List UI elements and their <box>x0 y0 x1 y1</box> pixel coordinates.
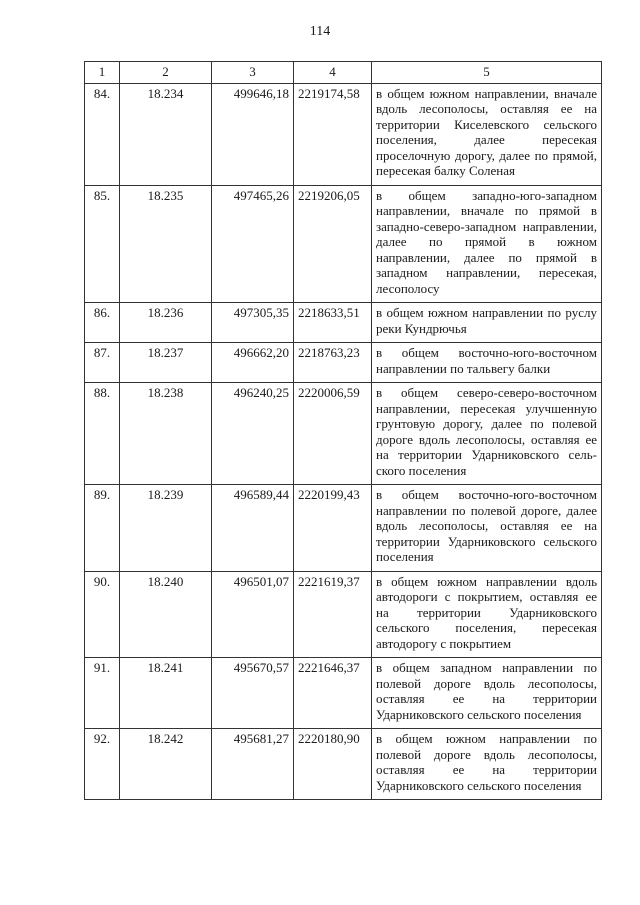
coordinate-y: 2220199,43 <box>294 485 372 572</box>
boundary-description: в общем южном направлении, вначале вдоль лесополосы, оставляя ее на территории Киселевского сельского поселения, далее пересекая проселочную дорогу, далее по прямой, пересекая балку Соленая <box>372 83 602 185</box>
coordinate-x: 499646,18 <box>212 83 294 185</box>
coordinate-y: 2218763,23 <box>294 343 372 383</box>
row-number: 87. <box>85 343 120 383</box>
boundary-description: в общем северо-северо-восточном направлении, пересекая улучшенную грунтовую дорогу, далее по полевой дороге вдоль лесополосы, оставляя ее на территории Ударниковского сельского поселения <box>372 383 602 485</box>
row-number: 92. <box>85 729 120 800</box>
point-id: 18.242 <box>120 729 212 800</box>
column-header-point: 2 <box>120 62 212 84</box>
row-number: 84. <box>85 83 120 185</box>
coordinate-x: 496240,25 <box>212 383 294 485</box>
coordinate-y: 2218633,51 <box>294 303 372 343</box>
point-id: 18.237 <box>120 343 212 383</box>
row-number: 91. <box>85 658 120 729</box>
coordinate-x: 496589,44 <box>212 485 294 572</box>
boundary-description: в общем южном направлении вдоль автодороги с покрытием, оставляя ее на территории Ударниковского сельского поселения, пересекая автодорогу с покрытием <box>372 571 602 658</box>
table-row <box>85 571 602 658</box>
table-header-row <box>85 62 602 84</box>
boundary-description: в общем южном направлении по руслу реки Кундрючья <box>372 303 602 343</box>
coordinate-y: 2221646,37 <box>294 658 372 729</box>
table-row <box>85 729 602 800</box>
coordinate-y: 2221619,37 <box>294 571 372 658</box>
table-row <box>85 83 602 185</box>
coordinate-y: 2219174,58 <box>294 83 372 185</box>
point-id: 18.241 <box>120 658 212 729</box>
coordinate-x: 495681,27 <box>212 729 294 800</box>
coordinate-x: 497305,35 <box>212 303 294 343</box>
table-row <box>85 485 602 572</box>
point-id: 18.234 <box>120 83 212 185</box>
boundary-description: в общем восточно-юго-восточном направлении по тальвегу балки <box>372 343 602 383</box>
table-row <box>85 383 602 485</box>
table-row <box>85 343 602 383</box>
table-row <box>85 185 602 303</box>
row-number: 90. <box>85 571 120 658</box>
table-row <box>85 303 602 343</box>
point-id: 18.235 <box>120 185 212 303</box>
coordinate-x: 497465,26 <box>212 185 294 303</box>
point-id: 18.239 <box>120 485 212 572</box>
coordinate-x: 495670,57 <box>212 658 294 729</box>
column-header-description: 5 <box>372 62 602 84</box>
coordinate-y: 2220006,59 <box>294 383 372 485</box>
coordinate-y: 2219206,05 <box>294 185 372 303</box>
boundary-description-table <box>84 61 602 800</box>
point-id: 18.238 <box>120 383 212 485</box>
row-number: 86. <box>85 303 120 343</box>
row-number: 89. <box>85 485 120 572</box>
point-id: 18.240 <box>120 571 212 658</box>
coordinate-x: 496501,07 <box>212 571 294 658</box>
boundary-description: в общем западно-юго-западном направлении, вначале по прямой в западно-северо-западном направлении, далее по прямой в южном направлении, далее по прямой в западном направлении, пересекая, лесополосу <box>372 185 602 303</box>
row-number: 85. <box>85 185 120 303</box>
boundary-description: в общем восточно-юго-восточном направлении по полевой дороге, далее вдоль лесополосы, оставляя ее на территории Ударниковского сельского поселения <box>372 485 602 572</box>
row-number: 88. <box>85 383 120 485</box>
table-row <box>85 658 602 729</box>
column-header-number: 1 <box>85 62 120 84</box>
point-id: 18.236 <box>120 303 212 343</box>
column-header-y: 4 <box>294 62 372 84</box>
page-number: 114 <box>309 24 331 39</box>
coordinate-y: 2220180,90 <box>294 729 372 800</box>
boundary-description: в общем южном направлении по полевой дороге вдоль лесополосы, оставляя ее на территории Ударниковского сельского поселения <box>372 729 602 800</box>
boundary-description: в общем западном направлении по полевой дороге вдоль лесополосы, оставляя ее на территории Ударниковского сельского поселения <box>372 658 602 729</box>
coordinate-x: 496662,20 <box>212 343 294 383</box>
column-header-x: 3 <box>212 62 294 84</box>
